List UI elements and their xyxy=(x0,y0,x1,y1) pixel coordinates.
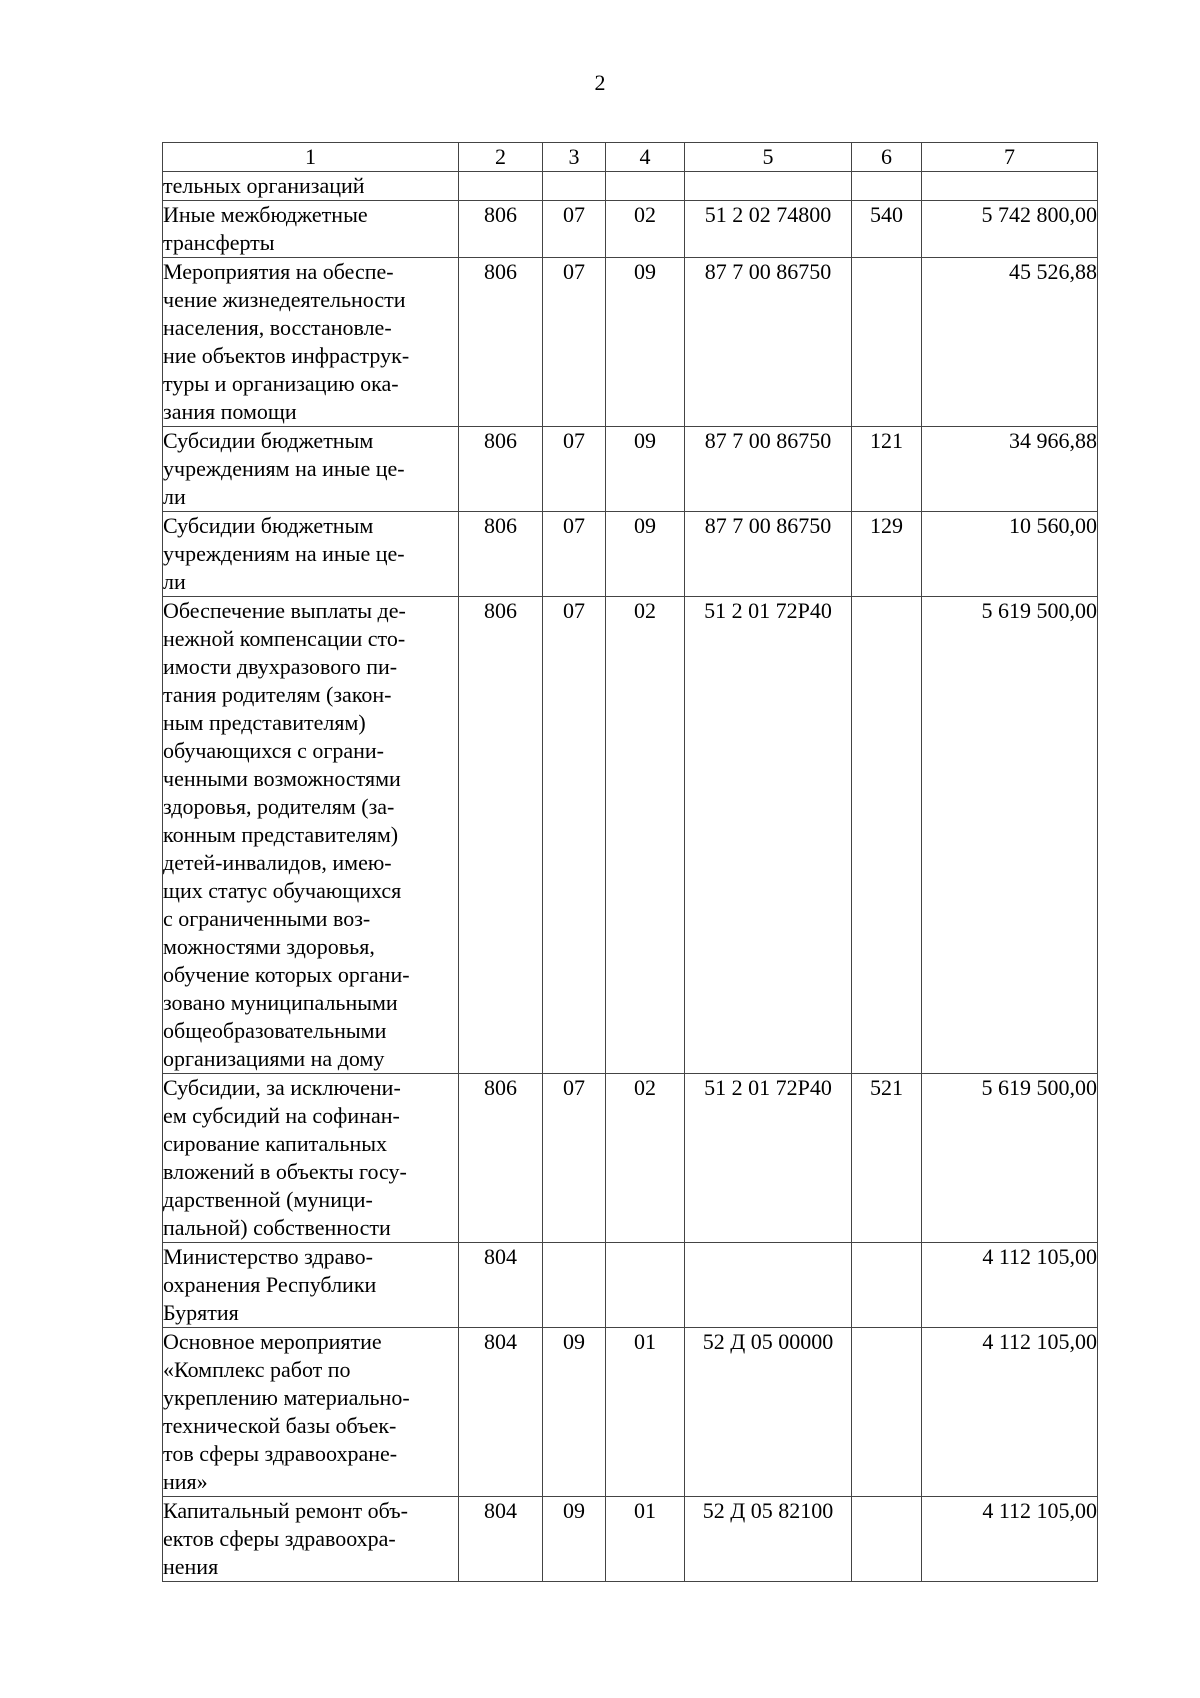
cell-expense-type: 129 xyxy=(852,512,922,597)
row-name: Мероприятия на обеспе- чение жизнедеятельности населения, восстановле- ние объектов инфраструк- туры и организацию ока- зания помощи xyxy=(163,258,459,427)
cell-section: 07 xyxy=(543,258,606,427)
cell-subsection: 01 xyxy=(606,1328,685,1497)
cell-target-article: 51 2 01 72Р40 xyxy=(685,1074,852,1243)
cell-expense-type xyxy=(852,172,922,201)
cell-amount: 5 619 500,00 xyxy=(922,597,1098,1074)
budget-table xyxy=(162,142,1098,1582)
cell-subsection xyxy=(606,1243,685,1328)
cell-section: 07 xyxy=(543,201,606,258)
cell-amount: 4 112 105,00 xyxy=(922,1497,1098,1582)
cell-section: 07 xyxy=(543,512,606,597)
column-header: 6 xyxy=(852,143,922,172)
cell-target-article: 51 2 01 72Р40 xyxy=(685,597,852,1074)
table-row xyxy=(163,1243,1098,1328)
cell-subsection: 02 xyxy=(606,201,685,258)
row-name: Иные межбюджетные трансферты xyxy=(163,201,459,258)
cell-admin-code: 806 xyxy=(459,201,543,258)
cell-admin-code: 806 xyxy=(459,427,543,512)
cell-subsection: 09 xyxy=(606,512,685,597)
cell-expense-type: 540 xyxy=(852,201,922,258)
cell-amount: 5 619 500,00 xyxy=(922,1074,1098,1243)
cell-expense-type: 521 xyxy=(852,1074,922,1243)
cell-subsection: 09 xyxy=(606,427,685,512)
column-header: 1 xyxy=(163,143,459,172)
cell-subsection: 02 xyxy=(606,597,685,1074)
cell-admin-code: 804 xyxy=(459,1328,543,1497)
cell-amount: 4 112 105,00 xyxy=(922,1328,1098,1497)
cell-target-article: 87 7 00 86750 xyxy=(685,258,852,427)
table-row xyxy=(163,512,1098,597)
cell-admin-code: 804 xyxy=(459,1497,543,1582)
cell-expense-type xyxy=(852,1243,922,1328)
cell-section: 09 xyxy=(543,1328,606,1497)
row-name: Капитальный ремонт объ- ектов сферы здравоохра- нения xyxy=(163,1497,459,1582)
table-row xyxy=(163,1497,1098,1582)
row-name: Субсидии, за исключени- ем субсидий на софинан- сирование капитальных вложений в объекты госу- дарственной (муници- пальной) собственности xyxy=(163,1074,459,1243)
cell-expense-type xyxy=(852,1497,922,1582)
cell-expense-type: 121 xyxy=(852,427,922,512)
cell-target-article: 52 Д 05 00000 xyxy=(685,1328,852,1497)
table-row xyxy=(163,427,1098,512)
cell-section xyxy=(543,172,606,201)
cell-amount: 10 560,00 xyxy=(922,512,1098,597)
table-row xyxy=(163,258,1098,427)
table-row xyxy=(163,1328,1098,1497)
cell-subsection: 02 xyxy=(606,1074,685,1243)
page-number: 2 xyxy=(594,70,606,95)
cell-admin-code: 804 xyxy=(459,1243,543,1328)
column-header: 7 xyxy=(922,143,1098,172)
cell-amount: 34 966,88 xyxy=(922,427,1098,512)
table-row xyxy=(163,1074,1098,1243)
cell-admin-code xyxy=(459,172,543,201)
table-row xyxy=(163,201,1098,258)
row-name: Субсидии бюджетным учреждениям на иные це- ли xyxy=(163,512,459,597)
cell-amount: 5 742 800,00 xyxy=(922,201,1098,258)
row-name: Основное мероприятие «Комплекс работ по укреплению материально- технической базы объек- тов сферы здравоохране- ния» xyxy=(163,1328,459,1497)
table-row xyxy=(163,172,1098,201)
cell-subsection xyxy=(606,172,685,201)
cell-expense-type xyxy=(852,1328,922,1497)
column-header: 2 xyxy=(459,143,543,172)
cell-section xyxy=(543,1243,606,1328)
cell-admin-code: 806 xyxy=(459,512,543,597)
cell-admin-code: 806 xyxy=(459,258,543,427)
cell-subsection: 09 xyxy=(606,258,685,427)
cell-amount: 4 112 105,00 xyxy=(922,1243,1098,1328)
cell-amount xyxy=(922,172,1098,201)
cell-target-article: 87 7 00 86750 xyxy=(685,427,852,512)
cell-expense-type xyxy=(852,258,922,427)
cell-admin-code: 806 xyxy=(459,597,543,1074)
cell-subsection: 01 xyxy=(606,1497,685,1582)
cell-target-article: 87 7 00 86750 xyxy=(685,512,852,597)
cell-target-article xyxy=(685,1243,852,1328)
column-header: 5 xyxy=(685,143,852,172)
row-name: Министерство здраво- охранения Республики Бурятия xyxy=(163,1243,459,1328)
cell-section: 07 xyxy=(543,597,606,1074)
column-header: 3 xyxy=(543,143,606,172)
cell-target-article: 51 2 02 74800 xyxy=(685,201,852,258)
row-name: Субсидии бюджетным учреждениям на иные це- ли xyxy=(163,427,459,512)
cell-target-article: 52 Д 05 82100 xyxy=(685,1497,852,1582)
cell-amount: 45 526,88 xyxy=(922,258,1098,427)
cell-target-article xyxy=(685,172,852,201)
table-row xyxy=(163,597,1098,1074)
cell-section: 07 xyxy=(543,1074,606,1243)
cell-section: 09 xyxy=(543,1497,606,1582)
row-name: тельных организаций xyxy=(163,172,459,201)
column-header: 4 xyxy=(606,143,685,172)
cell-expense-type xyxy=(852,597,922,1074)
row-name: Обеспечение выплаты де- нежной компенсации сто- имости двухразового пи- тания родителям (закон- ным представителям) обучающихся с ограни- ченными возможностями здоровья, родителям (за- конным представителям) детей-инвалидов, имею- щих статус обучающихся с ограниченными воз- можностями здоровья, обучение которых органи- зовано муниципальными общеобразовательными организациями на дому xyxy=(163,597,459,1074)
cell-admin-code: 806 xyxy=(459,1074,543,1243)
cell-section: 07 xyxy=(543,427,606,512)
header-row xyxy=(163,143,1098,172)
